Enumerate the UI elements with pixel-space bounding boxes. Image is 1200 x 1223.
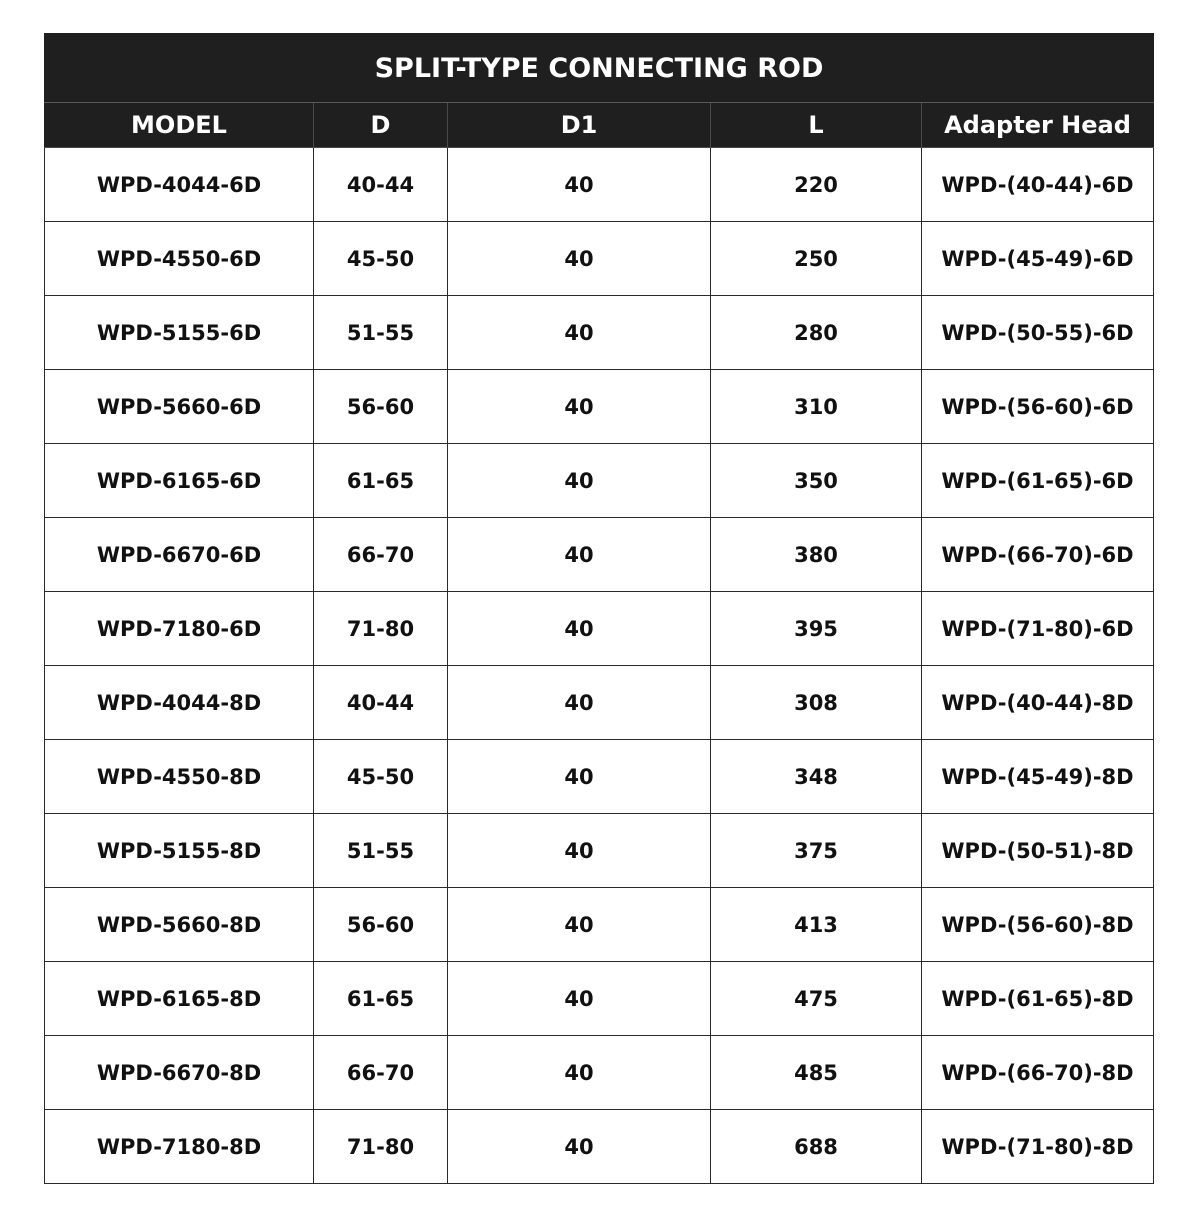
adapter-head-cell: WPD-(61-65)-6D [922,444,1154,518]
d-cell: 71-80 [314,1110,448,1184]
d-cell: 40-44 [314,666,448,740]
d-cell: 66-70 [314,1036,448,1110]
model-cell: WPD-5660-8D [45,888,314,962]
d1-cell: 40 [448,370,711,444]
table-row [45,518,1154,592]
d1-cell: 40 [448,1036,711,1110]
table-head [45,34,1154,148]
model-cell: WPD-5155-6D [45,296,314,370]
l-cell: 310 [711,370,922,444]
d1-cell: 40 [448,814,711,888]
table-row [45,370,1154,444]
d1-cell: 40 [448,666,711,740]
model-cell: WPD-7180-6D [45,592,314,666]
d-cell: 45-50 [314,740,448,814]
table-row [45,296,1154,370]
l-cell: 280 [711,296,922,370]
adapter-head-cell: WPD-(45-49)-8D [922,740,1154,814]
d-cell: 45-50 [314,222,448,296]
d-cell: 51-55 [314,296,448,370]
l-cell: 380 [711,518,922,592]
d1-cell: 40 [448,518,711,592]
title-row [45,34,1154,103]
l-cell: 395 [711,592,922,666]
adapter-head-cell: WPD-(50-51)-8D [922,814,1154,888]
adapter-head-cell: WPD-(56-60)-8D [922,888,1154,962]
l-cell: 485 [711,1036,922,1110]
table-row [45,1110,1154,1184]
d-cell: 66-70 [314,518,448,592]
table-row [45,962,1154,1036]
l-cell: 350 [711,444,922,518]
model-cell: WPD-7180-8D [45,1110,314,1184]
table-row [45,444,1154,518]
d1-cell: 40 [448,962,711,1036]
table-row [45,592,1154,666]
adapter-head-cell: WPD-(40-44)-8D [922,666,1154,740]
header-row [45,103,1154,148]
model-cell: WPD-6165-8D [45,962,314,1036]
table-row [45,888,1154,962]
model-cell: WPD-4044-8D [45,666,314,740]
l-cell: 688 [711,1110,922,1184]
l-cell: 250 [711,222,922,296]
adapter-head-cell: WPD-(66-70)-6D [922,518,1154,592]
column-header-d1: D1 [448,103,711,148]
adapter-head-cell: WPD-(50-55)-6D [922,296,1154,370]
table-title: SPLIT-TYPE CONNECTING ROD [45,34,1154,103]
l-cell: 220 [711,148,922,222]
model-cell: WPD-6165-6D [45,444,314,518]
column-header-adapter-head: Adapter Head [922,103,1154,148]
l-cell: 475 [711,962,922,1036]
model-cell: WPD-6670-6D [45,518,314,592]
column-header-d: D [314,103,448,148]
table-row [45,666,1154,740]
d1-cell: 40 [448,148,711,222]
adapter-head-cell: WPD-(61-65)-8D [922,962,1154,1036]
d-cell: 51-55 [314,814,448,888]
d1-cell: 40 [448,1110,711,1184]
adapter-head-cell: WPD-(71-80)-8D [922,1110,1154,1184]
l-cell: 308 [711,666,922,740]
column-header-model: MODEL [45,103,314,148]
l-cell: 348 [711,740,922,814]
model-cell: WPD-5660-6D [45,370,314,444]
adapter-head-cell: WPD-(71-80)-6D [922,592,1154,666]
d-cell: 71-80 [314,592,448,666]
d-cell: 56-60 [314,370,448,444]
d-cell: 61-65 [314,444,448,518]
model-cell: WPD-6670-8D [45,1036,314,1110]
table-row [45,222,1154,296]
model-cell: WPD-4550-8D [45,740,314,814]
d-cell: 40-44 [314,148,448,222]
d1-cell: 40 [448,444,711,518]
spec-table [44,33,1154,1184]
d-cell: 56-60 [314,888,448,962]
d-cell: 61-65 [314,962,448,1036]
d1-cell: 40 [448,740,711,814]
model-cell: WPD-4550-6D [45,222,314,296]
column-header-l: L [711,103,922,148]
d1-cell: 40 [448,222,711,296]
model-cell: WPD-5155-8D [45,814,314,888]
table-row [45,740,1154,814]
table-body [45,148,1154,1184]
l-cell: 413 [711,888,922,962]
adapter-head-cell: WPD-(56-60)-6D [922,370,1154,444]
adapter-head-cell: WPD-(45-49)-6D [922,222,1154,296]
d1-cell: 40 [448,888,711,962]
d1-cell: 40 [448,296,711,370]
model-cell: WPD-4044-6D [45,148,314,222]
table-row [45,814,1154,888]
l-cell: 375 [711,814,922,888]
adapter-head-cell: WPD-(66-70)-8D [922,1036,1154,1110]
adapter-head-cell: WPD-(40-44)-6D [922,148,1154,222]
d1-cell: 40 [448,592,711,666]
table-row [45,148,1154,222]
table-row [45,1036,1154,1110]
